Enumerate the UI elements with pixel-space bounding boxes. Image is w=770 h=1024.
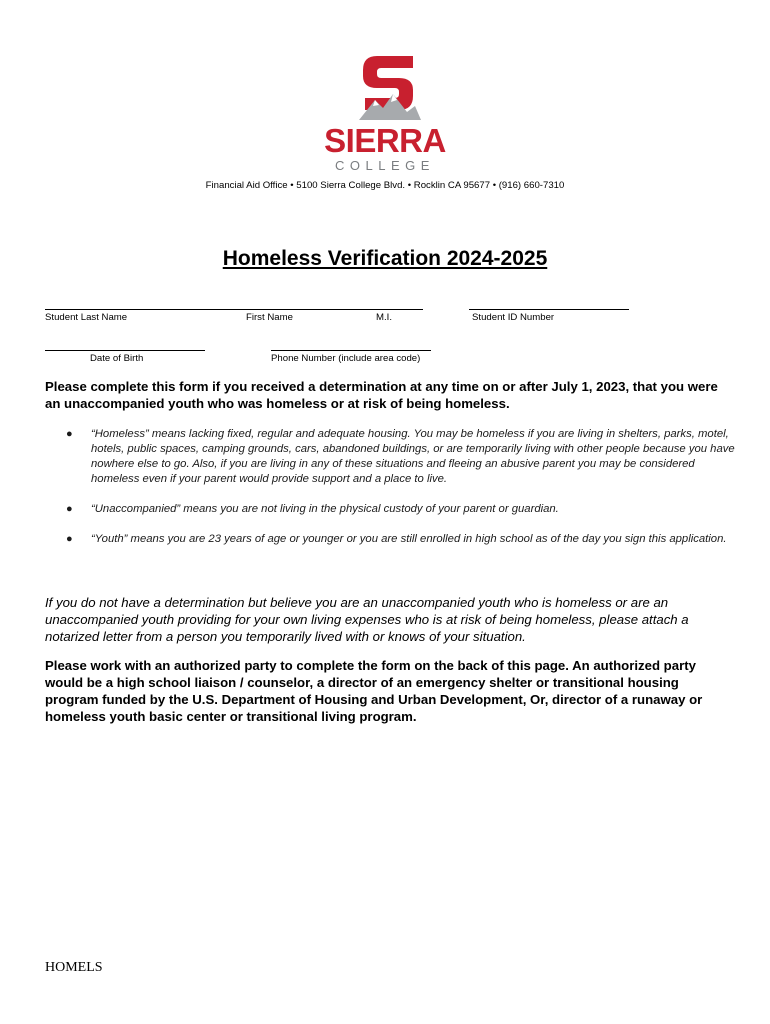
office-contact-line: Financial Aid Office • 5100 Sierra College Blvd. • Rocklin CA 95677 • (916) 660-7310 <box>205 180 565 191</box>
logo-subtitle: COLLEGE <box>335 158 435 173</box>
intro-paragraph: Please complete this form if you received a determination at any time on or after July 1, 2023, that you were an unaccompanied youth who was homeless or at risk of being homeless. <box>45 379 718 411</box>
definition-youth: ● “Youth” means you are 23 years of age or younger or you are still enrolled in high school as of the day you sign this application. <box>66 533 727 545</box>
bullet-icon: ● <box>66 533 73 545</box>
student-id-label: Student ID Number <box>472 312 555 323</box>
authorized-party-paragraph: Please work with an authorized party to complete the form on the back of this page. An authorized party would be a high school liaison / counselor, a director of an emergency shelter or transitional housing program funded by the U.S. Department of Housing and Urban Development, Or, director of a runaway or homeless youth basic center or transitional living program. <box>45 658 703 724</box>
bullet-icon: ● <box>66 503 73 515</box>
last-name-label: Student Last Name <box>45 312 128 323</box>
dob-input-line[interactable] <box>45 350 205 351</box>
phone-label: Phone Number (include area code) <box>271 353 421 364</box>
first-name-label: First Name <box>246 312 293 323</box>
student-id-input-line[interactable] <box>469 309 629 310</box>
page-footer: HOMELS <box>45 960 103 975</box>
sierra-college-logo-mark <box>355 50 421 120</box>
name-input-line[interactable] <box>45 309 423 310</box>
page-title: Homeless Verification 2024-2025 <box>222 247 548 270</box>
no-determination-paragraph: If you do not have a determination but believe you are an unaccompanied youth who is homeless or are an unaccompanied youth providing for your own living expenses who is at risk of being homeless, please attach a notarized letter from a person you temporarily lived with or knows of your situation. <box>45 595 689 644</box>
definition-unaccompanied: ● “Unaccompanied” means you are not living in the physical custody of your parent or guardian. <box>66 503 559 515</box>
definitions-list <box>45 427 735 562</box>
dob-label: Date of Birth <box>90 353 144 364</box>
mi-label: M.I. <box>376 312 392 323</box>
phone-input-line[interactable] <box>271 350 431 351</box>
logo-wordmark: SIERRA <box>324 122 446 159</box>
definition-homeless: ● “Homeless” means lacking fixed, regular and adequate housing. You may be homeless if you are living in shelters, parks, motel, hotels, public spaces, camping grounds, cars, abandoned buildings, or are temporarily living with other people because you have nowhere else to go. Also, if you are living in any of these situations and fleeing an abusive parent you may be considered homeless even if your parent would provide support and a place to live. <box>66 428 735 485</box>
bullet-icon: ● <box>66 428 73 440</box>
